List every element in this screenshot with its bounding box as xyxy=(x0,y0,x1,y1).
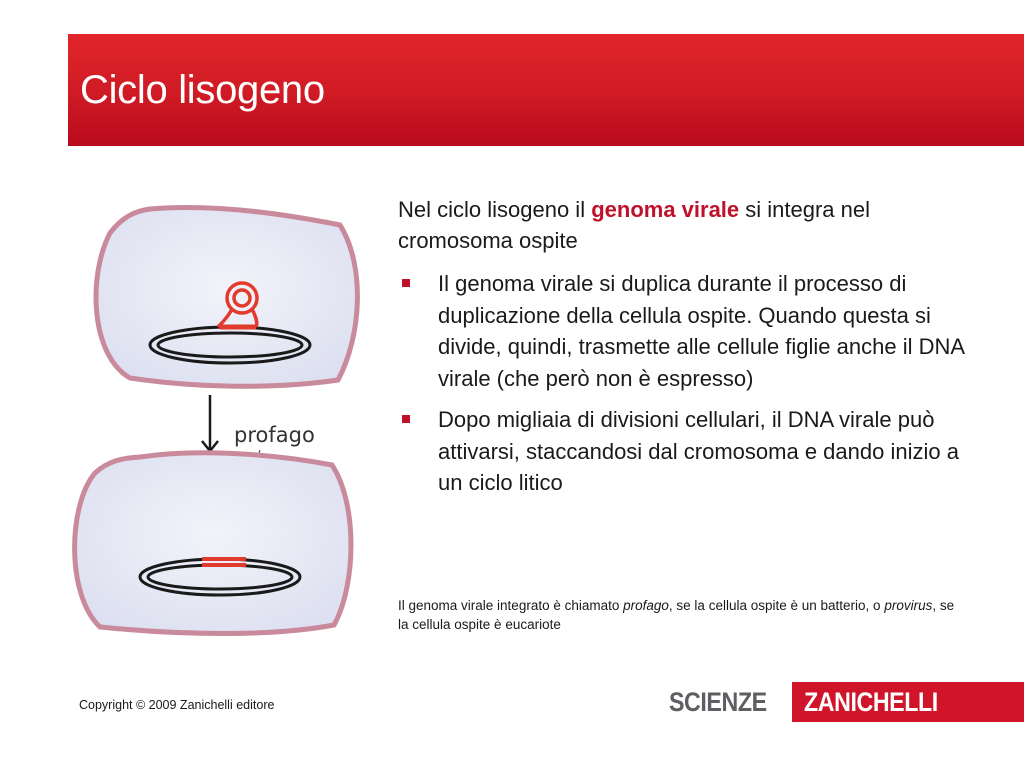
note-part: , se la cellula ospite è un batterio, o xyxy=(668,598,885,613)
lysogenic-cycle-diagram xyxy=(60,195,360,645)
note-term-profago: profago xyxy=(623,598,669,613)
logo-scienze: SCIENZE xyxy=(669,682,773,722)
highlight-genoma-virale: genoma virale xyxy=(591,197,740,222)
bullet-list xyxy=(398,268,968,499)
bullet-square-icon xyxy=(402,415,410,423)
logo-zanichelli-text: ZANICHELLI xyxy=(804,687,938,717)
intro-paragraph xyxy=(398,194,968,256)
bullet-item xyxy=(398,404,968,499)
note-part: , se la cellula ospite è eucariote xyxy=(398,598,955,632)
intro-text-after: si integra nel cromosoma ospite xyxy=(398,197,871,253)
publisher-logo xyxy=(669,682,1024,722)
title-bar xyxy=(68,34,1024,146)
bullet-square-icon xyxy=(402,279,410,287)
footnote xyxy=(398,596,958,634)
bullet-text: Il genoma virale si duplica durante il processo di duplicazione della cellula ospite. Quando questa si divide, quindi, trasmette alle cellule figlie anche il DNA virale (che però non è espresso) xyxy=(438,271,964,391)
prophage-label: profago xyxy=(234,423,315,447)
note-term-provirus: provirus xyxy=(884,598,933,613)
bottom-cell xyxy=(75,453,351,634)
content-area xyxy=(398,194,968,509)
logo-zanichelli xyxy=(792,682,1024,722)
intro-text-before: Nel ciclo lisogeno il xyxy=(398,197,592,222)
note-part: Il genoma virale integrato è chiamato xyxy=(398,598,624,613)
down-arrow-icon xyxy=(202,395,218,451)
top-cell xyxy=(96,208,357,387)
slide-title: Ciclo lisogeno xyxy=(80,68,325,112)
bullet-text: Dopo migliaia di divisioni cellulari, il DNA virale può attivarsi, staccandosi dal cromosoma e dando inizio a un ciclo litico xyxy=(438,407,959,495)
copyright: Copyright © 2009 Zanichelli editore xyxy=(79,698,275,712)
bullet-item xyxy=(398,268,968,394)
